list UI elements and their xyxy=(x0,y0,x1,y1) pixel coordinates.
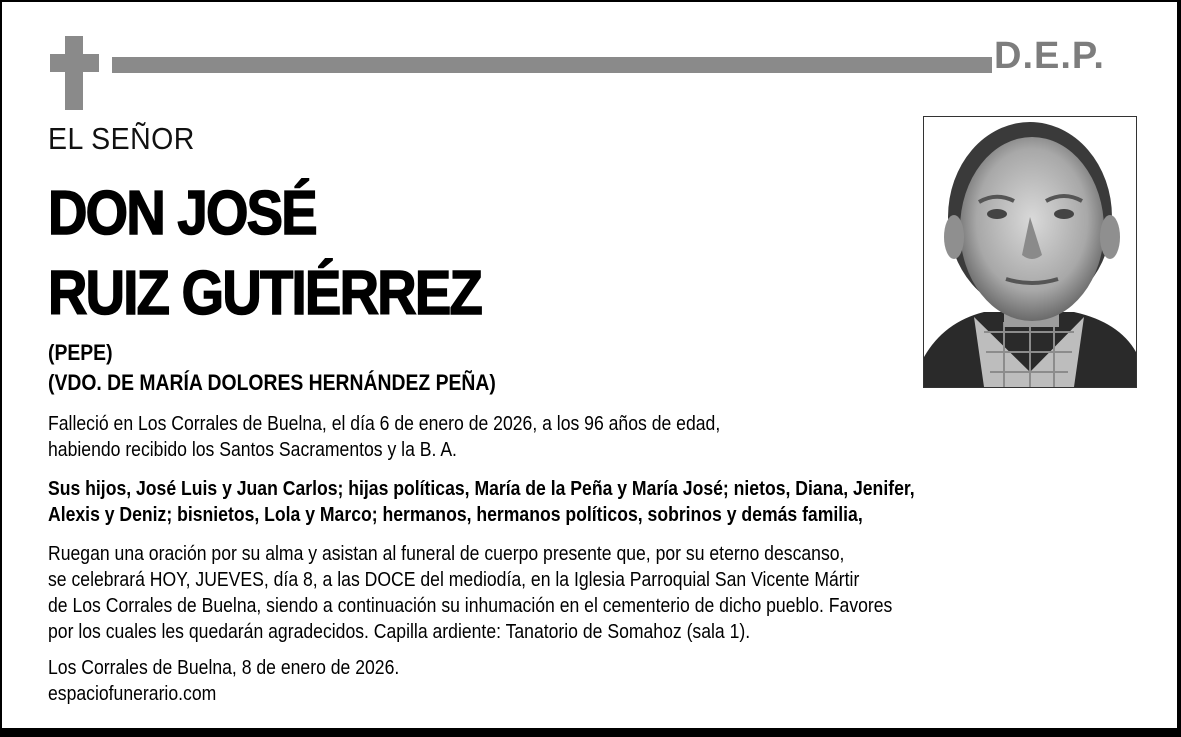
portrait-photo xyxy=(923,116,1137,388)
death-notice xyxy=(48,411,720,463)
death-notice-line: Falleció en Los Corrales de Buelna, el día 6 de enero de 2026, a los 96 años de edad, xyxy=(48,413,721,435)
nickname: (PEPE) xyxy=(48,340,113,365)
footer xyxy=(48,655,399,707)
cross-icon-bar xyxy=(50,54,99,72)
funeral-details xyxy=(48,541,892,645)
deceased-name xyxy=(48,174,481,334)
obituary-card xyxy=(2,2,1177,728)
website-link[interactable]: espaciofunerario.com xyxy=(48,683,217,705)
funeral-line: se celebrará HOY, JUEVES, día 8, a las DOCE del mediodía, en la Iglesia Parroquial San Vicente Mártir xyxy=(48,569,860,591)
funeral-line: de Los Corrales de Buelna, siendo a continuación su inhumación en el cementerio de dicho pueblo. Favores xyxy=(48,595,893,617)
place-date: Los Corrales de Buelna, 8 de enero de 2026. xyxy=(48,657,400,679)
widower-of: (VDO. DE MARÍA DOLORES HERNÁNDEZ PEÑA) xyxy=(48,370,496,395)
name-line-2: RUIZ GUTIÉRREZ xyxy=(48,259,482,328)
dep-abbreviation: D.E.P. xyxy=(994,35,1105,77)
honorific-title: EL SEÑOR xyxy=(48,121,195,156)
death-notice-line: habiendo recibido los Santos Sacramentos y la B. A. xyxy=(48,439,457,461)
family-line: Sus hijos, José Luis y Juan Carlos; hijas políticas, María de la Peña y María José; nietos, Diana, Jenifer, xyxy=(48,478,915,500)
header-rule xyxy=(112,57,992,73)
cross-icon xyxy=(65,36,83,110)
family-line: Alexis y Deniz; bisnietos, Lola y Marco; hermanos, hermanos políticos, sobrinos y demás familia, xyxy=(48,504,863,526)
funeral-line: por los cuales les quedarán agradecidos. Capilla ardiente: Tanatorio de Somahoz (sala 1). xyxy=(48,621,751,643)
funeral-line: Ruegan una oración por su alma y asistan al funeral de cuerpo presente que, por su eterno descanso, xyxy=(48,543,845,565)
portrait-image-icon xyxy=(924,117,1136,387)
name-line-1: DON JOSÉ xyxy=(48,179,316,248)
alias-block xyxy=(48,338,496,398)
family-mourners xyxy=(48,476,915,528)
